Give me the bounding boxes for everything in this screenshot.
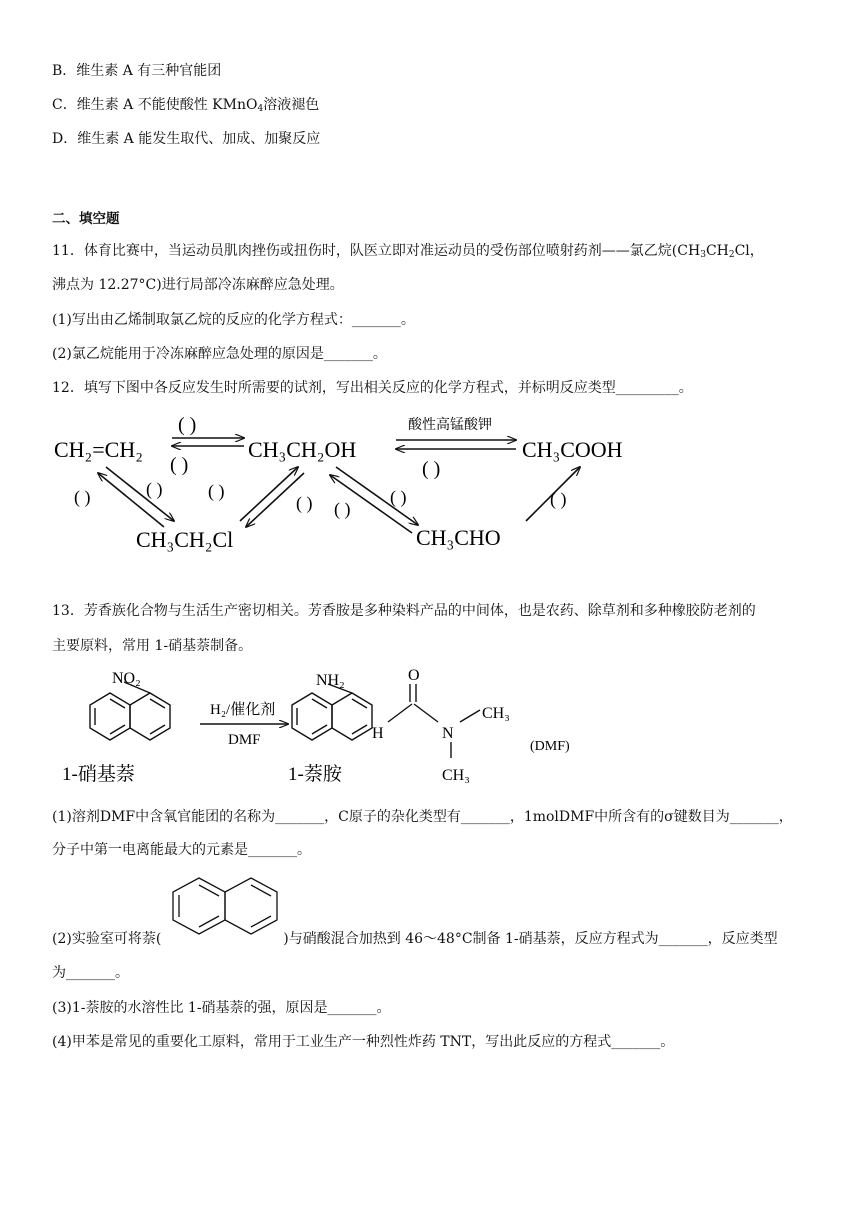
ethylene-formula: CH₂=CH₂ [54, 437, 143, 462]
chloroethane-formula: CH₃CH₂Cl [136, 527, 234, 552]
q11-suffix: Cl， [734, 243, 764, 259]
q13-line1: 13．芳香族化合物与生活生产密切相关。芳香胺是多种染料产品的中间体，也是农药、除草剂和多种橡胶防老剂的 [52, 603, 756, 619]
ethanol-formula: CH₃CH₂OH [248, 437, 357, 462]
blank-1: ( ) [178, 414, 197, 436]
q13-line2: 主要原料，常用 1-硝基萘制备。 [52, 638, 253, 654]
q13-part3: (3)1-萘胺的水溶性比 1-硝基萘的强，原因是_______。 [52, 1000, 391, 1016]
q13-part1-line1: (1)溶剂DMF中含氧官能团的名称为_______，C原子的杂化类型有_______，1molDMF中所含有的σ键数目为_______， [52, 809, 793, 825]
q13-part2-line2: 为_______。 [52, 965, 129, 981]
option-c-sub: 4 [257, 104, 264, 114]
q13-part4: (4)甲苯是常见的重要化工原料，常用于工业生产一种烈性炸药 TNT，写出此反应的方程式_______。 [52, 1034, 675, 1050]
option-c-text: C．维生素 A 不能使酸性 KMnO [52, 97, 258, 113]
section-title: 二、填空题 [52, 211, 120, 227]
dmf-label: (DMF) [530, 739, 570, 754]
product-name: 1-萘胺 [288, 764, 342, 785]
blank-5: ( ) [146, 479, 163, 499]
blank-10: ( ) [550, 489, 567, 509]
q11-line2: 沸点为 12.27°C)进行局部冷冻麻醉应急处理。 [52, 277, 344, 293]
q11-text: 11．体育比赛中，当运动员肌肉挫伤或扭伤时，队医立即对准运动员的受伤部位喷射药剂——氯乙烷(CH [52, 243, 701, 259]
acetic-acid-formula: CH₃COOH [522, 437, 623, 462]
reaction-diagram [40, 405, 680, 560]
dmf-oxygen: O [408, 667, 420, 684]
q11-part1: (1)写出由乙烯制取氯乙烷的反应的化学方程式：_______。 [52, 312, 415, 328]
blank-9: ( ) [390, 487, 407, 507]
blank-2: ( ) [170, 454, 189, 476]
option-c-suffix: 溶液褪色 [263, 97, 320, 113]
reagent-bottom: DMF [228, 732, 261, 748]
dmf-structure [388, 684, 480, 758]
dmf-methyl-b: CH₃ [442, 767, 470, 784]
blank-3: ( ) [422, 458, 441, 480]
nitro-group: NO₂ [112, 670, 141, 687]
reagent-top: H₂/催化剂 [210, 702, 276, 718]
arrow-ethylene-to-chloroethane [106, 467, 174, 521]
amine-group: NH₂ [316, 672, 345, 689]
q11-sub1: 3 [700, 250, 706, 260]
q13-part2-suffix: )与硝酸混合加热到 46～48°C制备 1-硝基萘，反应方程式为_______，反应类型 [283, 931, 778, 947]
q12-text: 12．填写下图中各反应发生时所需要的试剂，写出相关反应的化学方程式，并标明反应类型_________。 [52, 380, 693, 396]
naphthylamine-structure [292, 684, 372, 740]
blank-8: ( ) [334, 499, 351, 519]
arrow-chloroethane-to-ethanol [240, 467, 298, 521]
dmf-hydrogen: H [372, 725, 384, 742]
q11-mid: CH [705, 243, 729, 259]
dmf-nitrogen: N [442, 725, 454, 742]
q11-line1 [52, 240, 764, 260]
oxidant-label: 酸性高锰酸钾 [408, 418, 492, 433]
q13-part1-line2: 分子中第一电离能最大的元素是_______。 [52, 842, 311, 858]
option-c [52, 94, 319, 114]
blank-4: ( ) [74, 487, 91, 507]
acetaldehyde-formula: CH₃CHO [416, 525, 501, 550]
blank-7: ( ) [296, 493, 313, 513]
q13-part2-text: (2)实验室可将萘( [52, 931, 162, 947]
reactant-name: 1-硝基萘 [62, 764, 135, 785]
q11-part2: (2)氯乙烷能用于冷冻麻醉应急处理的原因是_______。 [52, 346, 387, 362]
q11-sub2: 2 [728, 250, 735, 260]
blank-6: ( ) [208, 481, 225, 501]
dmf-methyl-a: CH₃ [482, 705, 510, 722]
option-d: D．维生素 A 能发生取代、加成、加聚反应 [52, 131, 321, 147]
q13-part2-line1 [52, 928, 778, 948]
nitronaphthalene-scheme [50, 662, 610, 792]
option-b: B．维生素 A 有三种官能团 [52, 63, 222, 79]
nitronaphthalene-structure [90, 682, 170, 740]
